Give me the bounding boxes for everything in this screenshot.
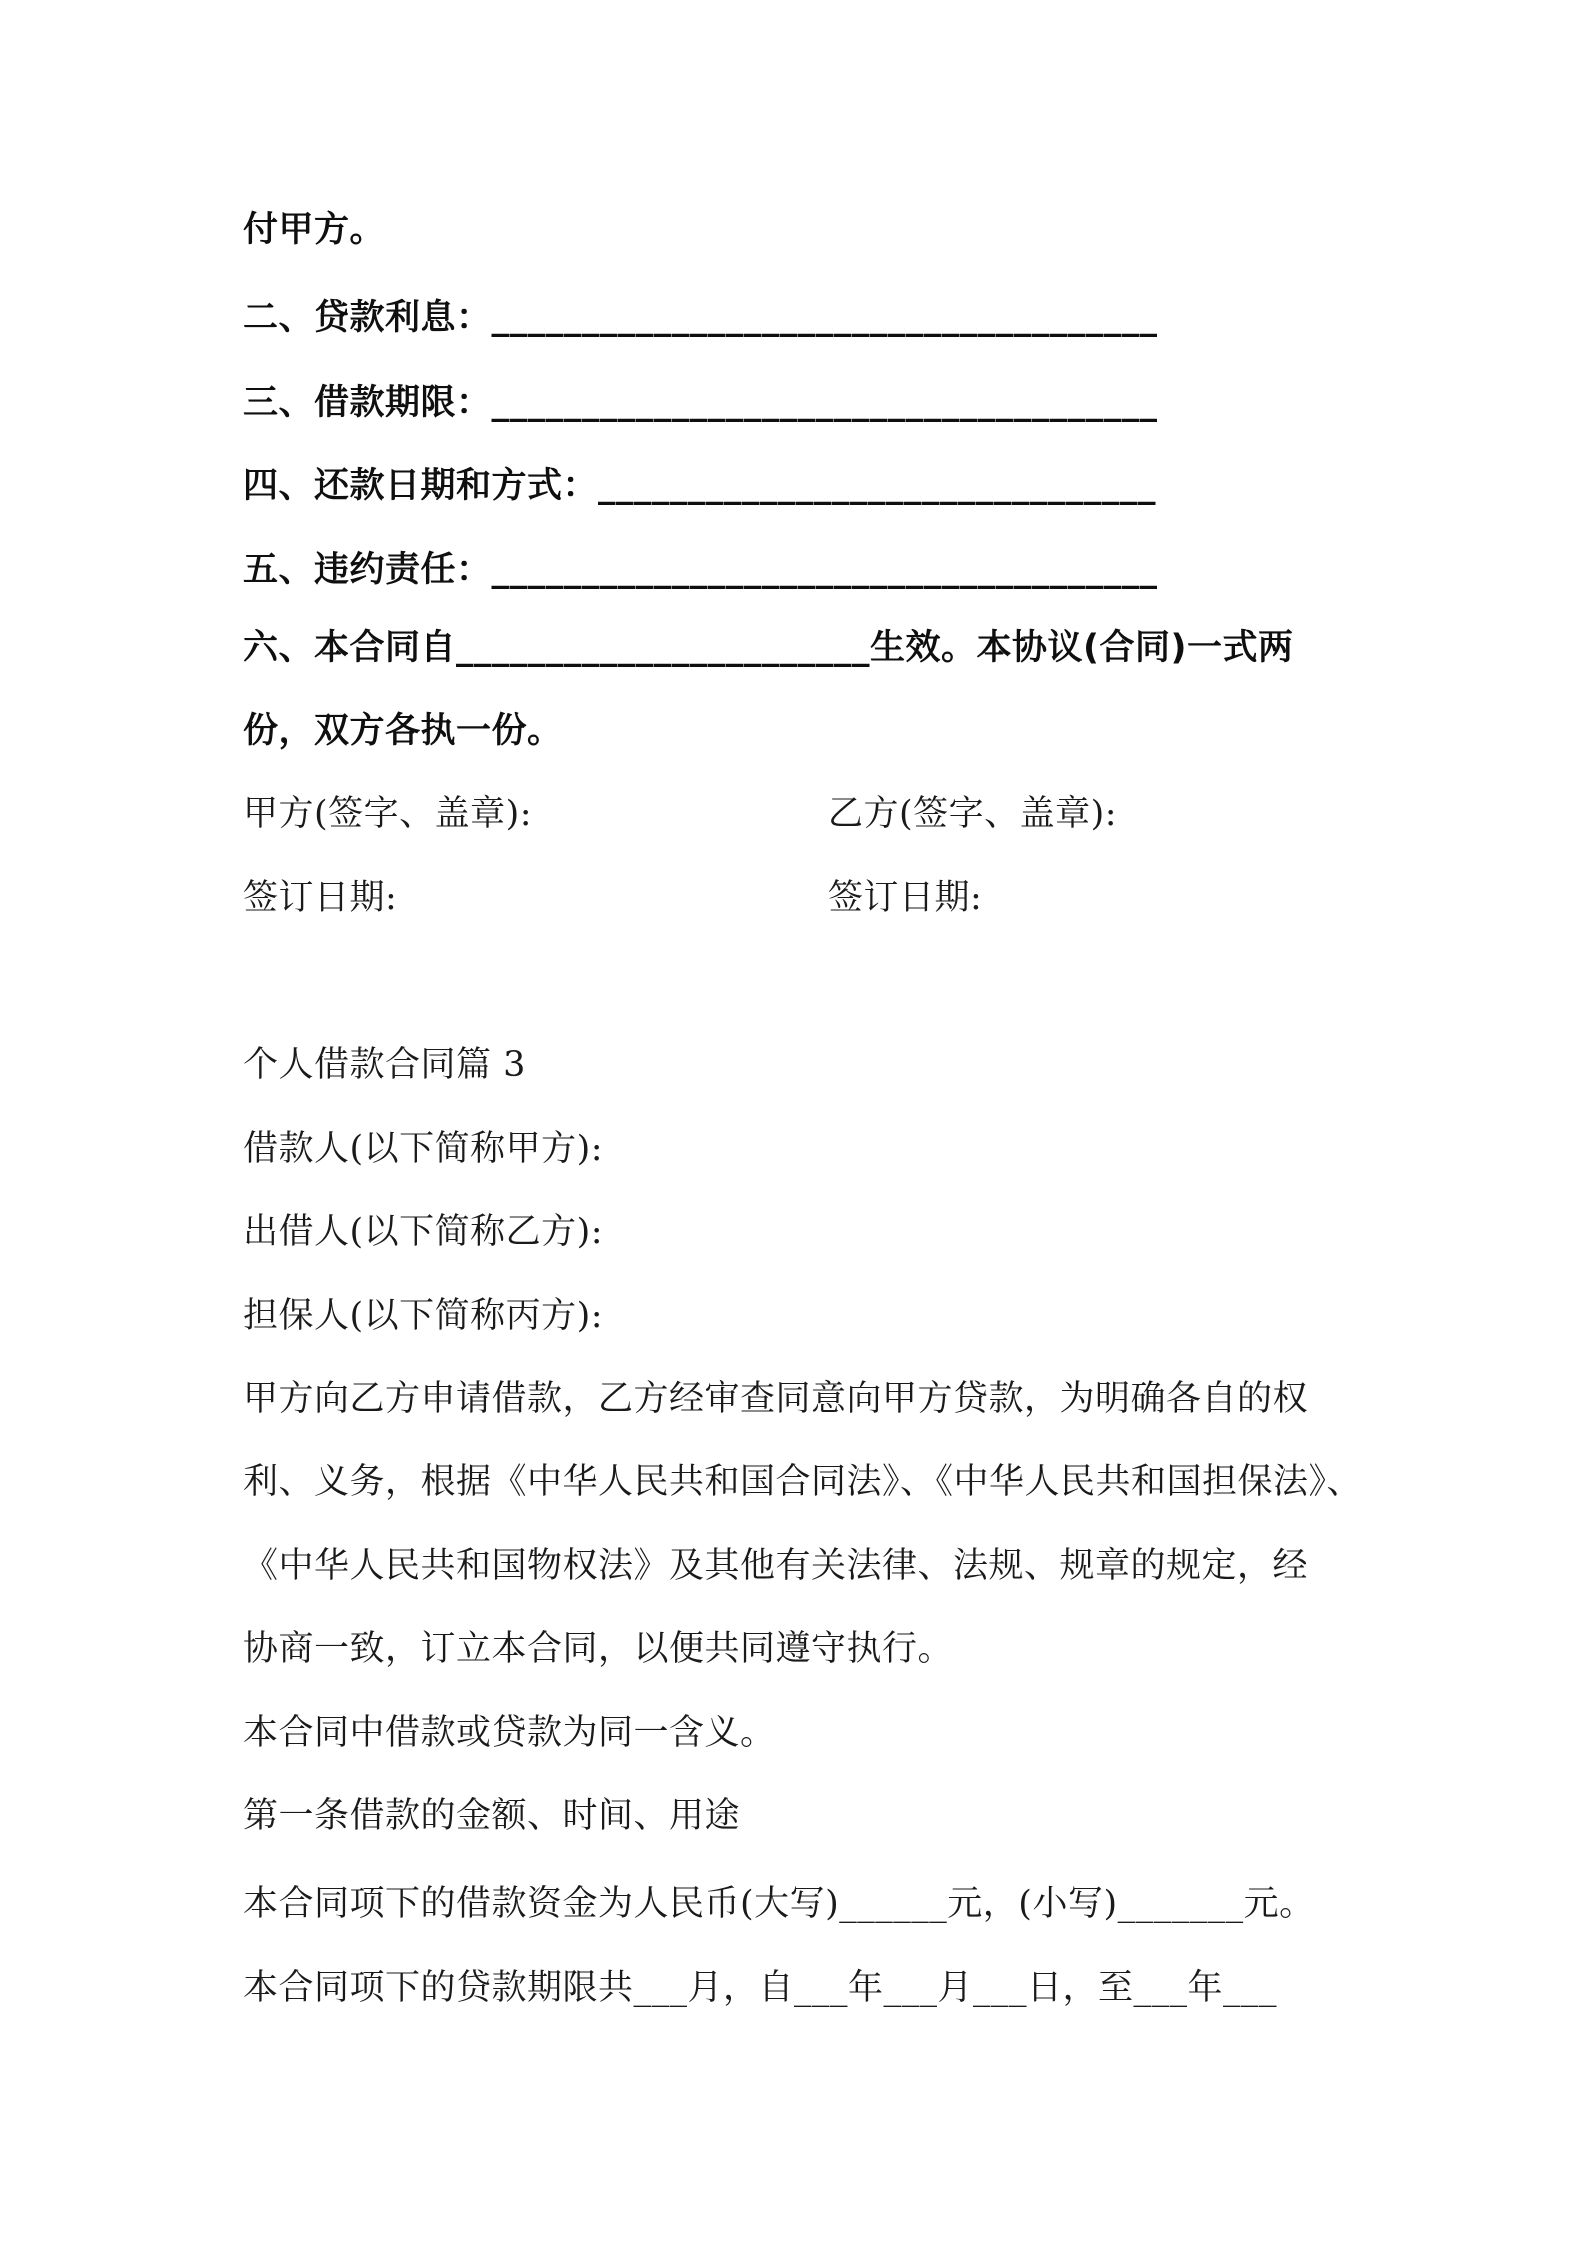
clause-loan-term: 三、借款期限：_____________________________________ bbox=[243, 383, 1158, 423]
loan-amount-line: 本合同项下的借款资金为人民币(大写)______元，(小写)_______元。 bbox=[243, 1884, 1315, 1924]
guarantor-line: 担保人(以下简称丙方): bbox=[243, 1296, 604, 1336]
party-b-date: 签订日期: bbox=[828, 878, 983, 918]
party-b-signature: 乙方(签字、盖章): bbox=[828, 794, 1118, 834]
clause-breach: 五、违约责任：_____________________________________ bbox=[243, 550, 1158, 590]
loan-term-line: 本合同项下的贷款期限共___月，自___年___月___日，至___年___ bbox=[243, 1968, 1278, 2008]
section-title: 个人借款合同篇 3 bbox=[243, 1045, 526, 1085]
clause-effective-line1: 六、本合同自_______________________生效。本协议(合同)一式两 bbox=[243, 628, 1294, 668]
lender-line: 出借人(以下简称乙方): bbox=[243, 1212, 604, 1252]
borrower-line: 借款人(以下简称甲方): bbox=[243, 1129, 604, 1169]
preamble-line-3: 《中华人民共和国物权法》及其他有关法律、法规、规章的规定，经 bbox=[243, 1546, 1309, 1586]
clause-effective-line2: 份，双方各执一份。 bbox=[243, 711, 563, 751]
party-a-signature: 甲方(签字、盖章): bbox=[243, 794, 533, 834]
preamble-line-4: 协商一致，订立本合同，以便共同遵守执行。 bbox=[243, 1629, 954, 1669]
clause-repayment: 四、还款日期和方式：_______________________________ bbox=[243, 466, 1157, 506]
preamble-line-2: 利、义务，根据《中华人民共和国合同法》、《中华人民共和国担保法》、 bbox=[243, 1462, 1363, 1502]
continuation-text: 付甲方。 bbox=[243, 210, 386, 250]
definition-line: 本合同中借款或贷款为同一含义。 bbox=[243, 1713, 776, 1753]
party-a-date: 签订日期: bbox=[243, 878, 398, 918]
preamble-line-1: 甲方向乙方申请借款，乙方经审查同意向甲方贷款，为明确各自的权 bbox=[243, 1379, 1309, 1419]
article-1-title: 第一条借款的金额、时间、用途 bbox=[243, 1796, 741, 1836]
clause-loan-interest: 二、贷款利息：_____________________________________ bbox=[243, 298, 1158, 338]
